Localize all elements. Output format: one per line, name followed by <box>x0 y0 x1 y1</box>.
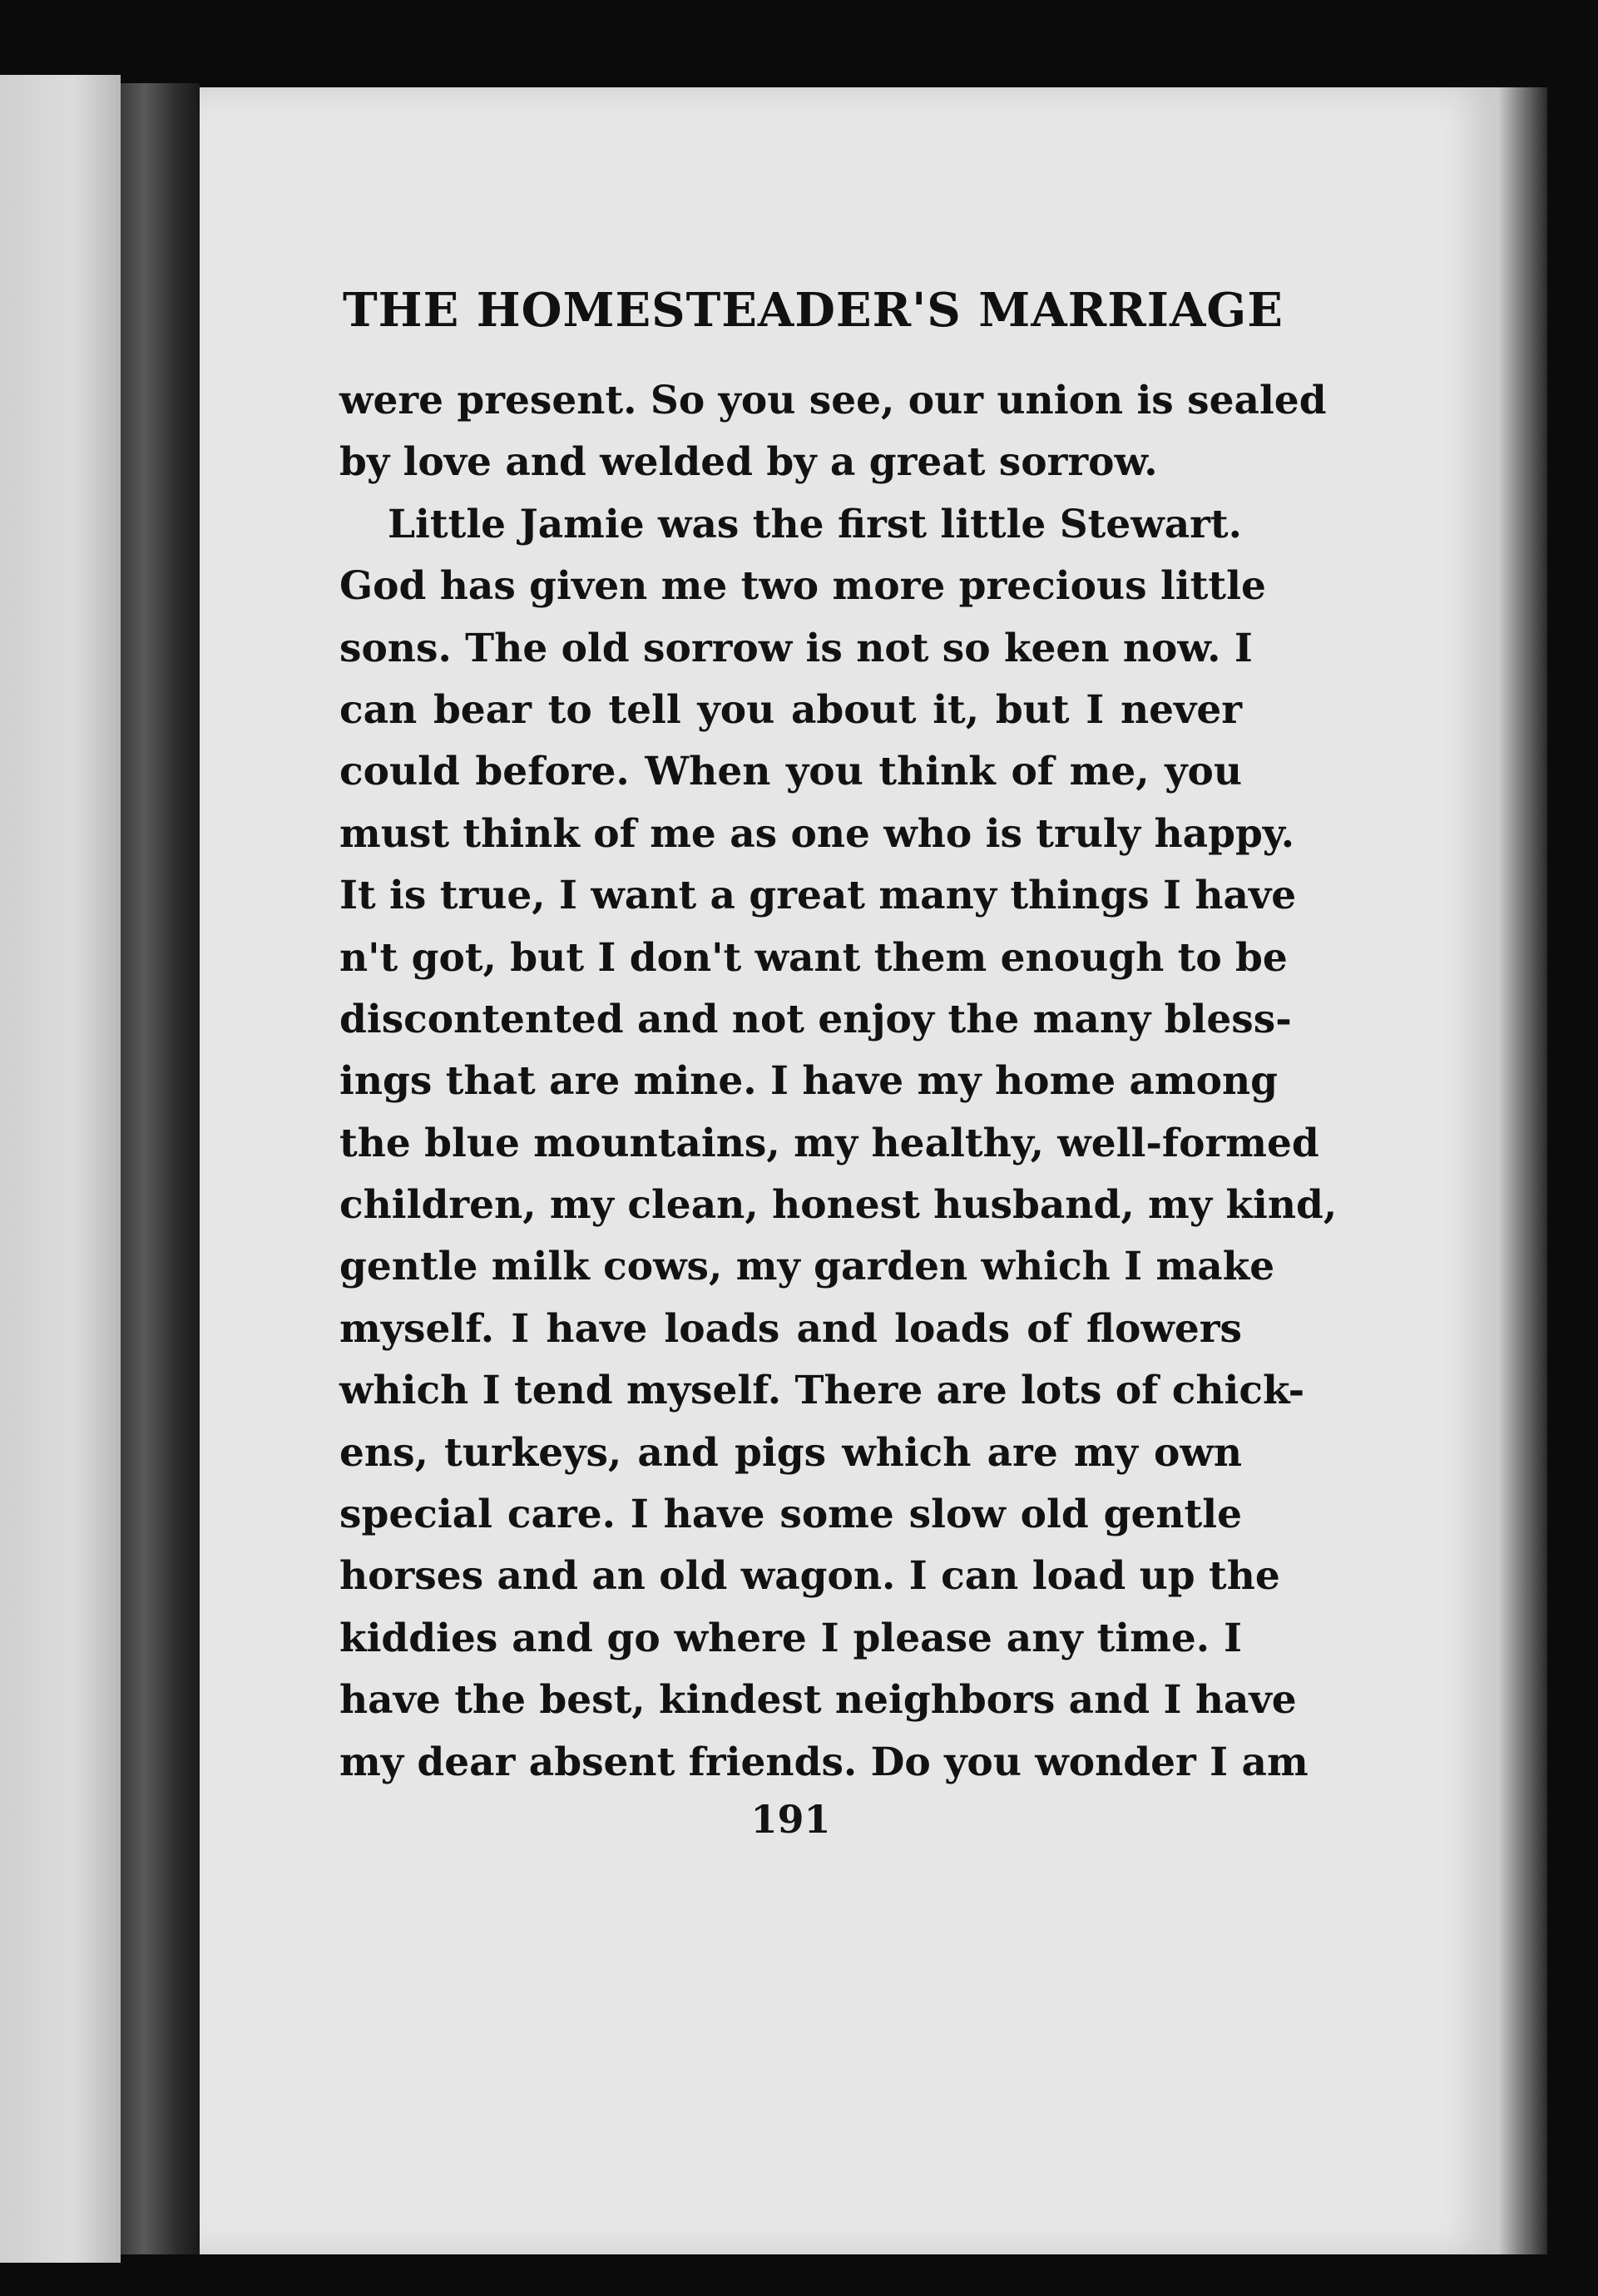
page-edge-right <box>1497 87 1547 2254</box>
book-gutter <box>121 83 200 2254</box>
text-line: ings that are mine. I have my home among <box>339 1058 1279 1105</box>
text-line: which I tend myself. There are lots of chick- <box>339 1368 1305 1414</box>
text-line: could before. When you think of me, you <box>339 749 1242 795</box>
text-line: horses and an old wagon. I can load up the <box>339 1553 1280 1600</box>
text-line: myself. I have loads and loads of flowers <box>339 1305 1242 1352</box>
text-line: ens, turkeys, and pigs which are my own <box>339 1429 1242 1476</box>
text-line: sons. The old sorrow is not so keen now. I <box>339 625 1253 671</box>
text-line: Little Jamie was the first little Stewart. <box>388 501 1242 547</box>
text-line: kiddies and go where I please any time. I <box>339 1615 1242 1661</box>
text-line: God has given me two more precious little <box>339 563 1266 610</box>
text-line: It is true, I want a great many things I have <box>339 873 1297 919</box>
text-line: my dear absent friends. Do you wonder I am <box>339 1739 1309 1785</box>
text-line: have the best, kindest neighbors and I have <box>339 1677 1297 1724</box>
facing-page-edge <box>0 75 121 2263</box>
text-line: can bear to tell you about it, but I never <box>339 686 1242 733</box>
text-line: n't got, but I don't want them enough to be <box>339 934 1288 981</box>
text-line: by love and welded by a great sorrow. <box>339 439 1158 486</box>
text-line: special care. I have some slow old gentle <box>339 1492 1242 1538</box>
running-head: THE HOMESTEADER'S MARRIAGE <box>343 283 1284 338</box>
text-line: discontented and not enjoy the many bless- <box>339 996 1292 1042</box>
text-line: gentle milk cows, my garden which I make <box>339 1244 1275 1290</box>
page-number <box>0 1797 1598 1842</box>
text-line: were present. So you see, our union is sealed <box>339 378 1327 423</box>
body-text <box>339 370 1338 1794</box>
text-line: the blue mountains, my healthy, well-formed <box>339 1120 1319 1166</box>
text-line: must think of me as one who is truly happy. <box>339 810 1295 857</box>
text-line: children, my clean, honest husband, my kind, <box>339 1182 1338 1229</box>
page-number-text: 191 <box>750 1797 831 1842</box>
